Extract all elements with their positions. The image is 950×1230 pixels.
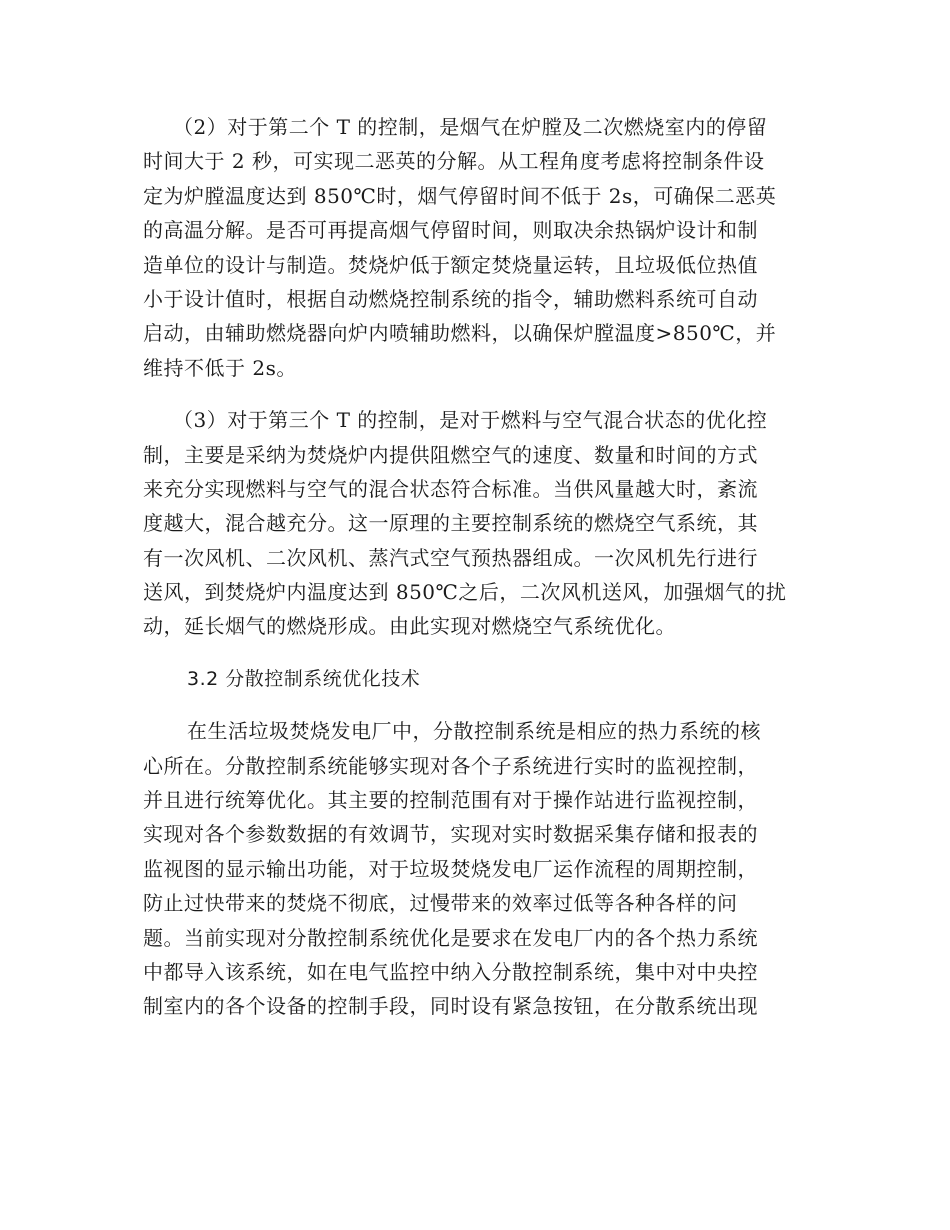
text-line: 防止过快带来的焚烧不彻底，过慢带来的效率过低等各种各样的问 xyxy=(143,891,738,916)
paragraph-third-t-control xyxy=(143,403,811,644)
text-line: 并且进行统筹优化。其主要的控制范围有对于操作站进行监视控制， xyxy=(143,788,758,813)
text-line: 小于设计值时，根据自动燃烧控制系统的指令，辅助燃料系统可自动 xyxy=(143,286,758,311)
text-line: （2）对于第二个 T 的控制，是烟气在炉膛及二次燃烧室内的停留 xyxy=(173,115,768,139)
paragraph-gap xyxy=(143,644,811,662)
text-line: 在生活垃圾焚烧发电厂中，分散控制系统是相应的热力系统的核 xyxy=(187,719,761,744)
text-line: 制室内的各个设备的控制手段，同时设有紧急按钮，在分散系统出现 xyxy=(143,994,758,1019)
paragraph-second-t-control xyxy=(143,110,811,385)
text-line: （3）对于第三个 T 的控制，是对于燃料与空气混合状态的优化控 xyxy=(173,408,768,433)
text-line: 造单位的设计与制造。焚烧炉低于额定焚烧量运转，且垃圾低位热值 xyxy=(143,252,758,277)
document-body xyxy=(143,110,811,1024)
text-line: 启动，由辅助燃烧器向炉内喷辅助燃料，以确保炉膛温度>850℃，并 xyxy=(143,321,777,346)
text-line: 制，主要是采纳为焚烧炉内提供阻燃空气的速度、数量和时间的方式 xyxy=(143,442,758,467)
text-line: 实现对各个参数数据的有效调节，实现对实时数据采集存储和报表的 xyxy=(143,822,758,847)
text-line: 送风，到焚烧炉内温度达到 850℃之后，二次风机送风，加强烟气的扰 xyxy=(143,580,787,605)
text-line: 时间大于 2 秒，可实现二恶英的分解。从工程角度考虑将控制条件设 xyxy=(143,149,765,174)
paragraph-gap xyxy=(143,385,811,403)
text-line: 有一次风机、二次风机、蒸汽式空气预热器组成。一次风机先行进行 xyxy=(143,545,758,570)
text-line: 题。当前实现对分散控制系统优化是要求在发电厂内的各个热力系统 xyxy=(143,925,758,950)
text-line: 动，延长烟气的燃烧形成。由此实现对燃烧空气系统优化。 xyxy=(143,614,676,639)
text-line: 的高温分解。是否可再提高烟气停留时间，则取决余热锅炉设计和制 xyxy=(143,218,758,243)
text-line: 度越大，混合越充分。这一原理的主要控制系统的燃烧空气系统，其 xyxy=(143,511,758,536)
text-line: 心所在。分散控制系统能够实现对各个子系统进行实时的监视控制， xyxy=(143,753,758,778)
text-line: 中都导入该系统，如在电气监控中纳入分散控制系统，集中对中央控 xyxy=(143,959,758,984)
paragraph-dcs-optimization xyxy=(143,714,811,1024)
section-heading: 3.2 分散控制系统优化技术 xyxy=(187,667,421,690)
text-line: 定为炉膛温度达到 850℃时，烟气停留时间不低于 2s，可确保二恶英 xyxy=(143,183,777,208)
paragraph-gap xyxy=(143,696,811,714)
text-line: 维持不低于 2s。 xyxy=(143,355,297,380)
text-line: 来充分实现燃料与空气的混合状态符合标准。当供风量越大时，紊流 xyxy=(143,476,758,501)
text-line: 监视图的显示输出功能，对于垃圾焚烧发电厂运作流程的周期控制， xyxy=(143,856,758,881)
